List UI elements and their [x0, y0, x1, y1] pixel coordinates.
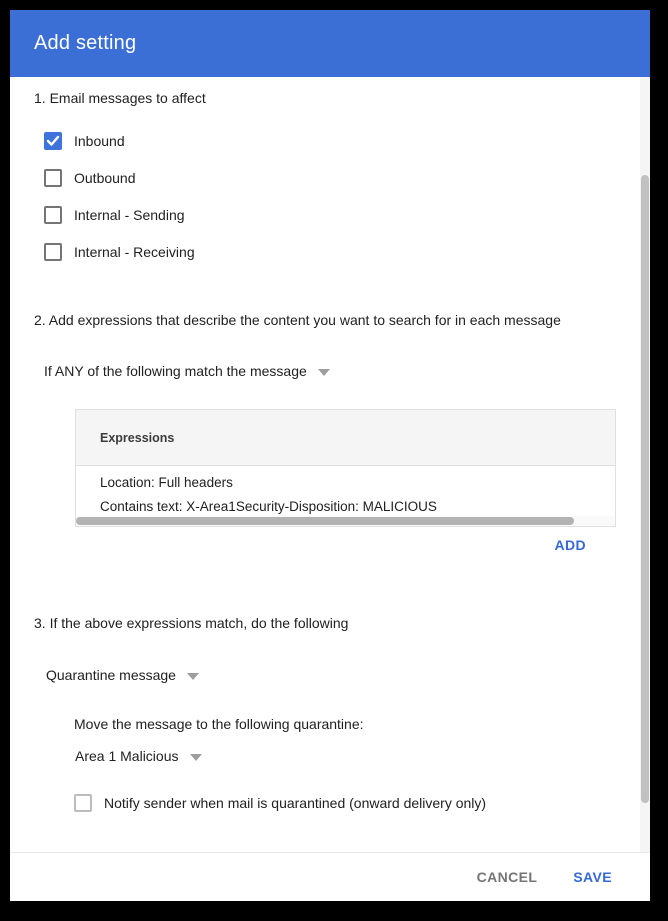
vertical-scrollbar-thumb[interactable] — [641, 175, 649, 803]
expressions-header-label: Expressions — [100, 430, 175, 445]
dropdown-arrow-icon — [190, 754, 202, 761]
dialog-title: Add setting — [34, 32, 137, 54]
step2-heading: 2. Add expressions that describe the content you want to search for in each message — [34, 312, 561, 328]
checkbox-label: Notify sender when mail is quarantined (onward delivery only) — [104, 795, 487, 811]
quarantine-select-value: Area 1 Malicious — [75, 748, 179, 764]
add-setting-dialog — [10, 10, 650, 901]
dialog-footer — [10, 852, 650, 901]
checkbox-internal-receiving[interactable] — [44, 243, 62, 261]
quarantine-move-label: Move the message to the following quarantine: — [74, 716, 364, 732]
add-expression-button[interactable]: ADD — [554, 537, 586, 553]
dropdown-arrow-icon — [318, 369, 330, 376]
dropdown-arrow-icon — [187, 673, 199, 680]
expressions-table-header — [76, 410, 615, 466]
step3-heading: 3. If the above expressions match, do the following — [34, 615, 349, 631]
checkbox-row-inbound — [44, 131, 125, 151]
horizontal-scrollbar-thumb[interactable] — [76, 517, 574, 525]
dialog-content — [10, 77, 650, 852]
save-button[interactable]: SAVE — [565, 861, 620, 893]
checkbox-label: Internal - Receiving — [74, 244, 195, 260]
checkbox-inbound[interactable] — [44, 132, 62, 150]
checkbox-label: Outbound — [74, 170, 136, 186]
checkbox-row-outbound — [44, 168, 136, 188]
horizontal-scrollbar-track[interactable] — [76, 516, 615, 526]
checkbox-row-internal-sending — [44, 205, 185, 225]
action-dropdown-value: Quarantine message — [46, 667, 176, 683]
cancel-button[interactable]: CANCEL — [469, 861, 546, 893]
checkbox-row-notify-sender — [74, 793, 486, 813]
action-dropdown[interactable] — [46, 665, 199, 685]
expression-row[interactable]: Location: Full headers — [100, 475, 233, 490]
checkbox-label: Inbound — [74, 133, 125, 149]
checkbox-notify-sender[interactable] — [74, 794, 92, 812]
expression-row[interactable]: Contains text: X-Area1Security-Disposition: MALICIOUS — [100, 499, 437, 514]
step1-heading: 1. Email messages to affect — [34, 90, 206, 106]
match-condition-value: If ANY of the following match the message — [44, 363, 307, 379]
vertical-scrollbar-track[interactable] — [640, 77, 650, 852]
checkbox-outbound[interactable] — [44, 169, 62, 187]
match-condition-dropdown[interactable] — [44, 361, 330, 381]
checkbox-internal-sending[interactable] — [44, 206, 62, 224]
expressions-table-body — [76, 466, 615, 519]
expressions-table — [75, 409, 616, 527]
dialog-header — [10, 10, 650, 77]
checkbox-row-internal-receiving — [44, 242, 195, 262]
checkbox-label: Internal - Sending — [74, 207, 185, 223]
quarantine-select-dropdown[interactable] — [75, 746, 202, 766]
check-icon — [46, 135, 60, 147]
